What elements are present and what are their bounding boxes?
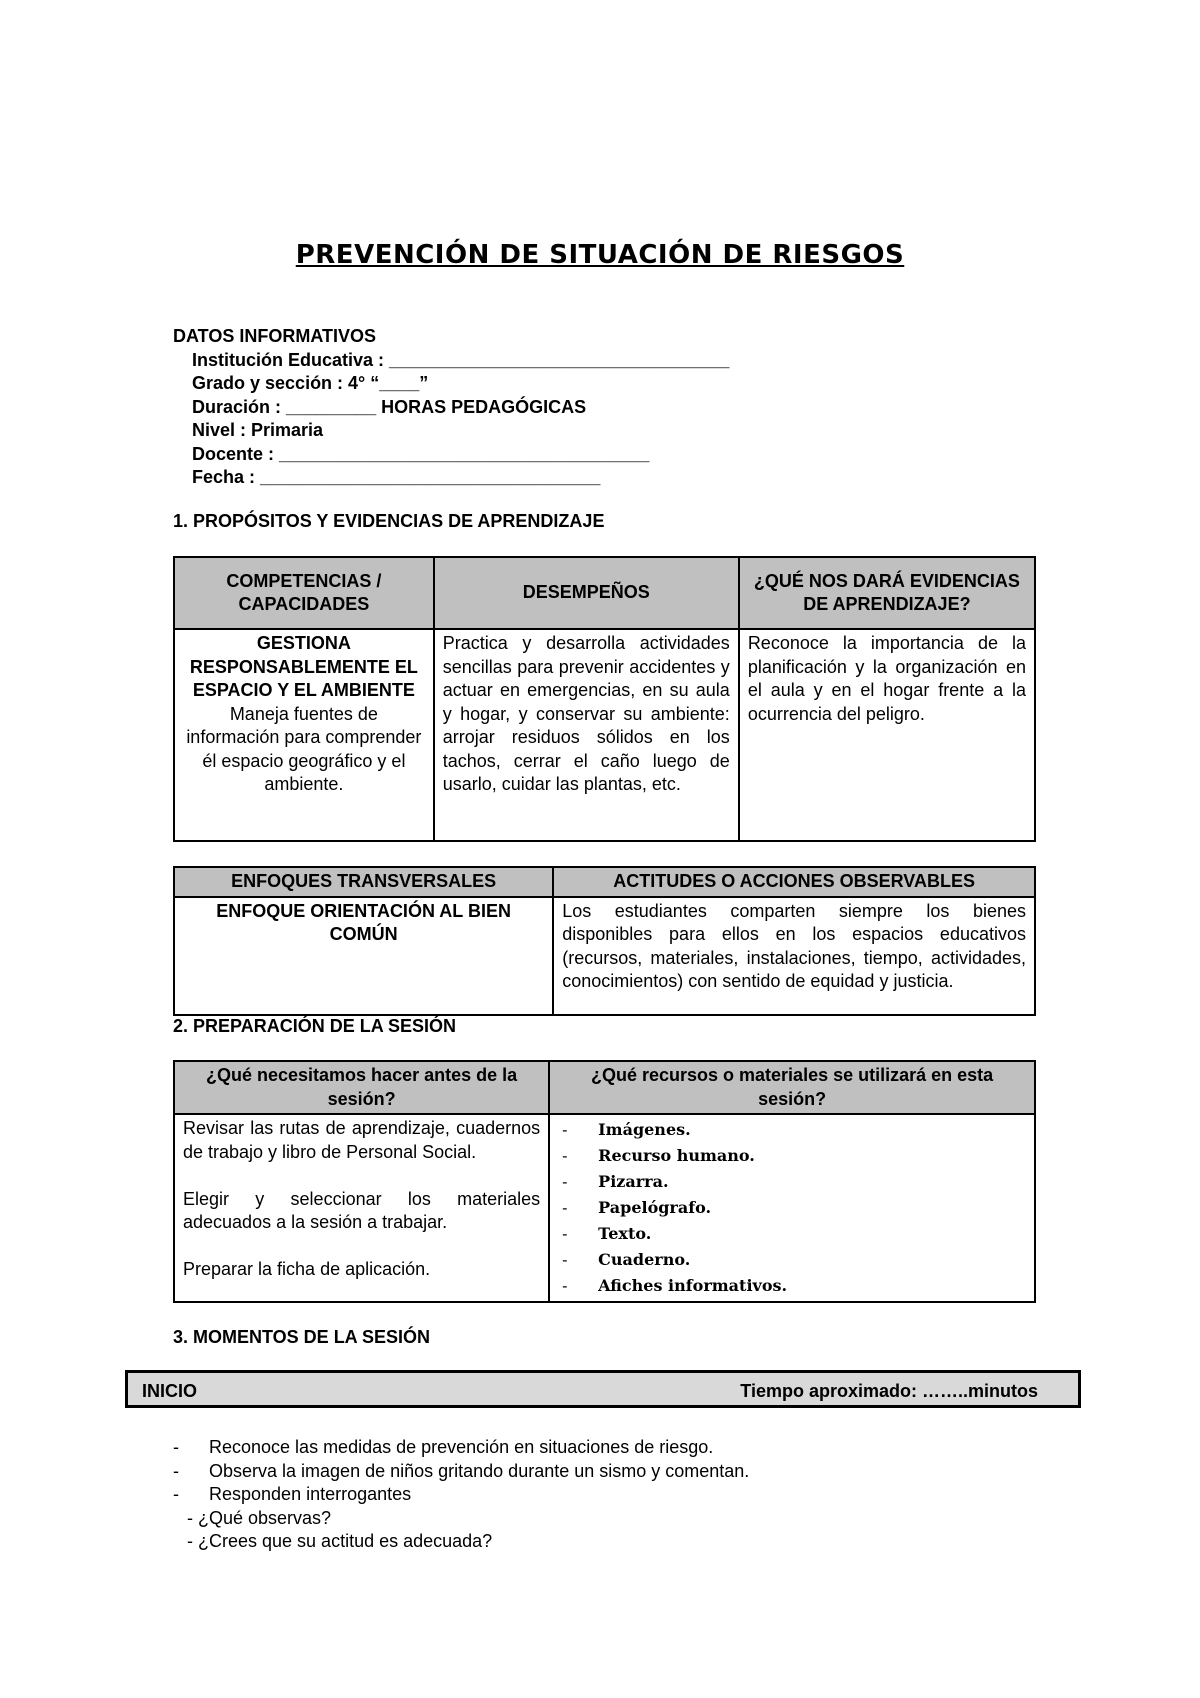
recurso-item: - Imágenes. — [558, 1117, 1026, 1143]
question-item: - ¿Qué observas? — [173, 1507, 749, 1531]
recurso-item: - Pizarra. — [558, 1169, 1026, 1195]
recurso-item: - Cuaderno. — [558, 1247, 1026, 1273]
enfoque-cell: ENFOQUE ORIENTACIÓN AL BIEN COMÚN — [174, 897, 553, 1015]
datos-duracion: Duración : _________ HORAS PEDAGÓGICAS — [192, 396, 587, 417]
page-title: PREVENCIÓN DE SITUACIÓN DE RIESGOS — [295, 240, 905, 270]
datos-grado: Grado y sección : 4° “____” — [192, 373, 429, 393]
preparacion-table — [173, 1060, 1036, 1303]
recursos-cell — [549, 1114, 1035, 1302]
section-2-heading: 2. PREPARACIÓN DE LA SESIÓN — [173, 1016, 457, 1036]
datos-docente: Docente : _____________________________________ — [192, 443, 650, 464]
antes-item: Preparar la ficha de aplicación. — [183, 1259, 431, 1279]
datos-fecha: Fecha : __________________________________ — [192, 467, 601, 487]
recurso-item: - Recurso humano. — [558, 1143, 1026, 1169]
recurso-item: - Afiches informativos. — [558, 1273, 1026, 1299]
antes-cell — [174, 1114, 549, 1302]
datos-nivel: Nivel : Primaria — [192, 420, 324, 440]
evidencia-cell: Reconoce la importancia de la planificación y la organización en el aula y en el hogar frente a la ocurrencia del peligro. — [739, 629, 1035, 841]
section-1-heading: 1. PROPÓSITOS Y EVIDENCIAS DE APRENDIZAJE — [173, 511, 605, 531]
header-recursos: ¿Qué recursos o materiales se utilizará en esta sesión? — [549, 1061, 1035, 1114]
desempeno-cell: Practica y desarrolla actividades sencillas para prevenir accidentes y actuar en emergencias, en su aula y hogar, y conservar su ambiente: arrojar residuos sólidos en los tachos, cerrar el caño luego de usarlo, cuidar las plantas, etc. — [434, 629, 739, 841]
competencia-cell — [174, 629, 434, 841]
recurso-item: - Papelógrafo. — [558, 1195, 1026, 1221]
activity-item: - Responden interrogantes — [173, 1483, 749, 1507]
capacidad-text: Maneja fuentes de información para comprender él espacio geográfico y el ambiente. — [186, 703, 422, 794]
enfoques-table — [173, 866, 1036, 1016]
datos-heading: DATOS INFORMATIVOS — [173, 326, 377, 346]
header-actitudes: ACTITUDES O ACCIONES OBSERVABLES — [553, 867, 1035, 897]
activity-item: - Reconoce las medidas de prevención en situaciones de riesgo. — [173, 1436, 749, 1460]
competencia-title: GESTIONA RESPONSABLEMENTE EL ESPACIO Y EL AMBIENTE — [189, 633, 418, 700]
header-evidencias: ¿QUÉ NOS DARÁ EVIDENCIAS DE APRENDIZAJE? — [739, 557, 1035, 629]
header-competencias: COMPETENCIAS / CAPACIDADES — [174, 557, 434, 629]
section-3-heading: 3. MOMENTOS DE LA SESIÓN — [173, 1327, 431, 1347]
inicio-activities — [173, 1436, 749, 1554]
header-enfoques: ENFOQUES TRANSVERSALES — [174, 867, 553, 897]
propositos-table — [173, 556, 1036, 842]
tiempo-label: Tiempo aproximado: ……..minutos — [740, 1381, 1038, 1401]
datos-institucion: Institución Educativa : __________________________________ — [192, 349, 730, 370]
inicio-label: INICIO — [142, 1381, 198, 1401]
antes-item: Elegir y seleccionar los materiales adecuados a la sesión a trabajar. — [183, 1188, 541, 1232]
antes-item: Revisar las rutas de aprendizaje, cuadernos de trabajo y libro de Personal Social. — [183, 1118, 541, 1162]
question-item: - ¿Crees que su actitud es adecuada? — [173, 1530, 749, 1554]
header-desempenos: DESEMPEÑOS — [434, 557, 739, 629]
recurso-item: - Texto. — [558, 1221, 1026, 1247]
inicio-bar — [125, 1370, 1081, 1408]
datos-informativos — [173, 325, 729, 490]
activity-item: - Observa la imagen de niños gritando durante un sismo y comentan. — [173, 1460, 749, 1484]
recursos-list — [558, 1117, 1026, 1299]
actitud-cell: Los estudiantes comparten siempre los bienes disponibles para ellos en los espacios educativos (recursos, materiales, instalaciones, tiempo, actividades, conocimientos) con sentido de equidad y justicia. — [553, 897, 1035, 1015]
header-antes: ¿Qué necesitamos hacer antes de la sesión? — [174, 1061, 549, 1114]
